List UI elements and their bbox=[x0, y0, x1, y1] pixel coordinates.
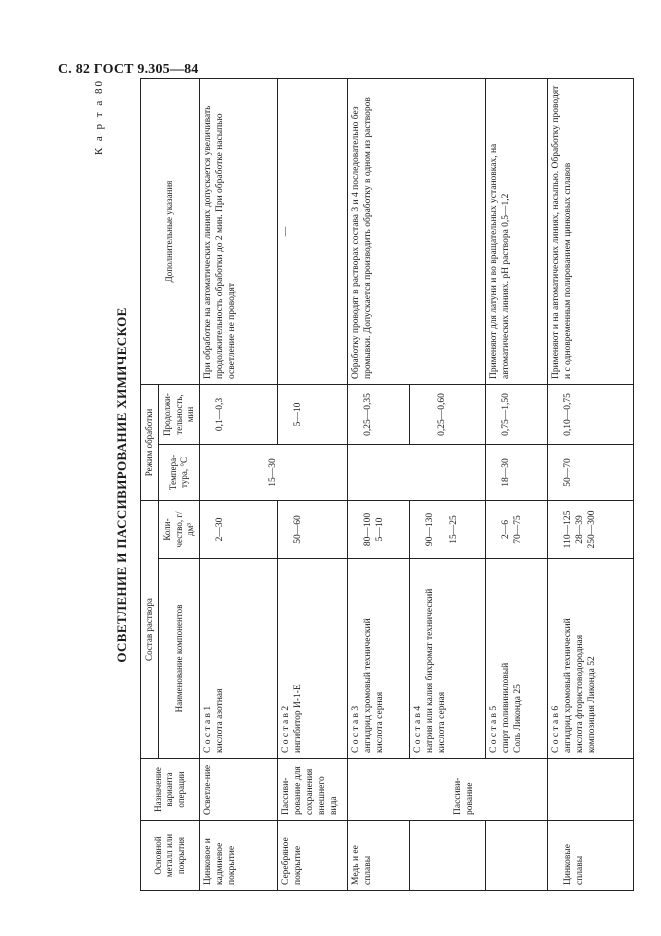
quantity-value: 90—130 bbox=[424, 512, 435, 547]
table-header bbox=[141, 79, 200, 891]
table-title: ОСВЕТЛЕНИЕ И ПАССИВИРОВАНИЕ ХИМИЧЕСКОЕ bbox=[114, 307, 129, 663]
duration-value: 0,75—1,50 bbox=[500, 393, 511, 436]
composition-label: С о с т а в 2 bbox=[281, 705, 291, 753]
composition-cell bbox=[278, 559, 348, 759]
component-name: Соль Ликонда 25 bbox=[512, 684, 523, 753]
quantity-value: 110—125 bbox=[562, 510, 573, 549]
duration-cell bbox=[200, 385, 278, 445]
composition-label: С о с т а в 3 bbox=[351, 705, 361, 753]
header-notes: Дополнительные указания bbox=[141, 79, 200, 385]
composition-label: С о с т а в 5 bbox=[489, 705, 499, 753]
component-name: ингибитор И-1-Е bbox=[292, 684, 303, 753]
quantity-value: 28—39 bbox=[574, 515, 585, 544]
composition-cell bbox=[548, 559, 634, 759]
table-row bbox=[548, 79, 634, 891]
component-name: натрия или калия бихромат технический bbox=[424, 588, 435, 753]
component-name: кислота фтористоводородная bbox=[574, 634, 585, 753]
component-name: спирт поливиниловый bbox=[500, 662, 511, 753]
metal-cell bbox=[486, 821, 548, 891]
card-label: К а р т а 80 bbox=[93, 79, 105, 156]
quantity-cell bbox=[278, 501, 348, 559]
table-row bbox=[200, 79, 278, 891]
composition-cell bbox=[348, 559, 410, 759]
quantity-value: 2—6 bbox=[500, 520, 511, 539]
table-row bbox=[348, 79, 410, 891]
duration-cell bbox=[548, 385, 634, 445]
header-quantity: Коли-чество, г/дм³ bbox=[159, 501, 200, 559]
quantity-cell bbox=[410, 501, 486, 559]
duration-value: 0,10—0,75 bbox=[562, 393, 573, 436]
quantity-value: 70—75 bbox=[512, 515, 523, 544]
quantity-cell bbox=[200, 501, 278, 559]
temperature-value: 50—70 bbox=[562, 458, 573, 487]
duration-cell bbox=[278, 385, 348, 445]
quantity-value: 2—30 bbox=[214, 517, 225, 542]
component-name: композиция Ликонда 52 bbox=[586, 656, 597, 753]
duration-value: 0,1—0,3 bbox=[214, 397, 225, 432]
header-temperature: Темпера-тура, °С bbox=[159, 445, 200, 501]
metal-text: Цинковые сплавы bbox=[562, 844, 585, 885]
quantity-value: 80—100 bbox=[362, 512, 373, 547]
header-duration: Продолжи-тельность, мин bbox=[159, 385, 200, 445]
duration-cell bbox=[486, 385, 548, 445]
purpose-cell bbox=[548, 759, 634, 821]
component-name: ангидрид хромовый технический bbox=[362, 618, 373, 753]
header-mode-group: Режим обработки bbox=[141, 385, 159, 501]
notes-cell: При обработке на автоматических линиях допускается увеличивать продолжительность обработки до 2 мин. При обработке насыпью осветление не проводят bbox=[200, 79, 278, 385]
temperature-cell bbox=[486, 445, 548, 501]
quantity-value: 50—60 bbox=[292, 515, 303, 544]
notes-cell: Применяют для латуни и во вращательных установках, на автоматических линиях. pH раствора 0,5—1,2 bbox=[486, 79, 548, 385]
purpose-cell bbox=[348, 759, 548, 821]
purpose-cell: Пассиви-рование для сохранения внешнего вида bbox=[278, 759, 348, 821]
composition-label: С о с т а в 6 bbox=[551, 705, 561, 753]
quantity-cell bbox=[348, 501, 410, 559]
composition-cell bbox=[200, 559, 278, 759]
rotated-table-block bbox=[93, 79, 643, 891]
component-name: кислота серная bbox=[374, 691, 385, 753]
header-purpose: Назначение варианта операции bbox=[141, 759, 200, 821]
temperature-cell bbox=[348, 445, 486, 501]
treatment-table bbox=[140, 78, 634, 891]
component-name: ангидрид хромовый технический bbox=[562, 618, 573, 753]
quantity-value: 250—300 bbox=[586, 510, 597, 549]
component-name: кислота серная bbox=[436, 691, 447, 753]
temperature-cell: 15—30 bbox=[200, 445, 348, 501]
header-solution-group: Состав раствора bbox=[141, 501, 159, 759]
quantity-value: 15—25 bbox=[448, 515, 459, 544]
notes-cell: Применяют и на автоматических линиях, насыпью. Обработку проводят и с одновременным полированием цинковых сплавов bbox=[548, 79, 634, 385]
header-component-name: Наименование компонентов bbox=[159, 559, 200, 759]
quantity-cell bbox=[486, 501, 548, 559]
quantity-cell bbox=[548, 501, 634, 559]
quantity-value: 5—10 bbox=[374, 517, 385, 542]
composition-label: С о с т а в 1 bbox=[203, 705, 213, 753]
duration-cell bbox=[348, 385, 410, 445]
duration-cell bbox=[410, 385, 486, 445]
duration-value: 0,25—0,35 bbox=[362, 393, 373, 436]
metal-cell: Медь и ее сплавы bbox=[348, 821, 410, 891]
purpose-text: Пассиви-рование bbox=[453, 777, 476, 815]
composition-cell bbox=[486, 559, 548, 759]
component-name: кислота азотная bbox=[214, 688, 225, 753]
notes-cell: — bbox=[278, 79, 348, 385]
header-metal: Основной металл или покрытия bbox=[141, 821, 200, 891]
duration-value: 5—10 bbox=[292, 402, 303, 427]
metal-cell bbox=[410, 821, 486, 891]
metal-cell bbox=[548, 821, 634, 891]
metal-cell: Цинковое и кадмиевое покрытие bbox=[200, 821, 278, 891]
composition-label: С о с т а в 4 bbox=[413, 705, 423, 753]
page-header: С. 82 ГОСТ 9.305—84 bbox=[58, 62, 199, 77]
purpose-cell: Осветле-ние bbox=[200, 759, 278, 821]
temperature-cell bbox=[548, 445, 634, 501]
notes-cell: Обработку проводят в растворах состава 3 и 4 последовательно без промывки. Допускается производить обработку в одном из растворов bbox=[348, 79, 486, 385]
duration-value: 0,25—0,60 bbox=[436, 393, 447, 436]
composition-cell bbox=[410, 559, 486, 759]
temperature-value: 18—30 bbox=[500, 458, 511, 487]
metal-cell: Серебряное покрытие bbox=[278, 821, 348, 891]
